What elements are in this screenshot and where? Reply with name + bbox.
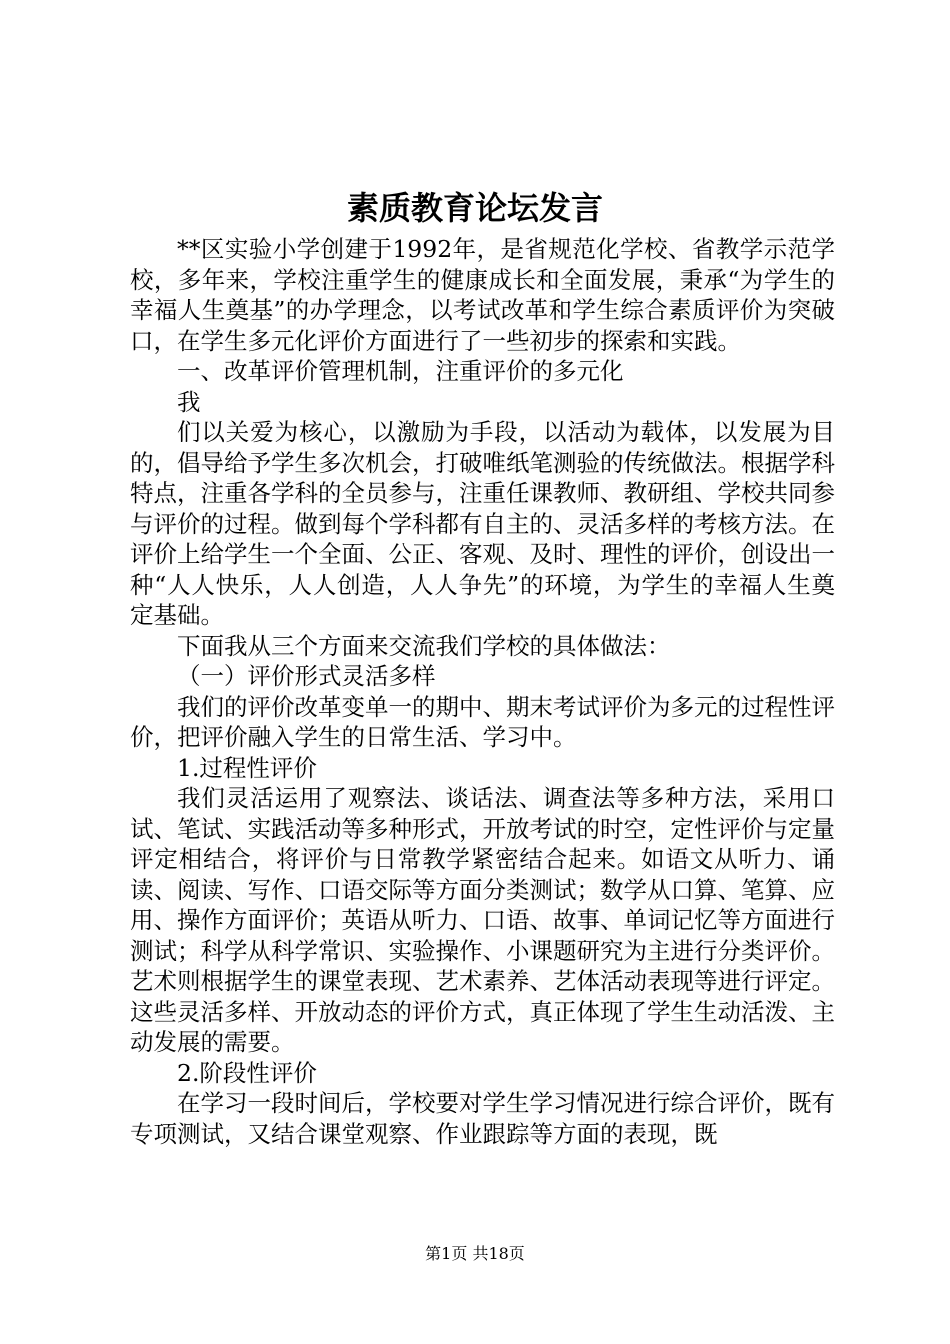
paragraph: **区实验小学创建于1992年，是省规范化学校、省教学示范学校，多年来，学校注重学生的健康成长和全面发展，秉承“为学生的幸福人生奠基”的办学理念，以考试改革和学生综合素质评价为突破口，在学生多元化评价方面进行了一些初步的探索和实践。 — [130, 235, 835, 355]
subsection-heading: 2.阶段性评价 — [177, 1058, 317, 1087]
page-title: 素质教育论坛发言 — [346, 189, 603, 227]
paragraph: 我 — [177, 387, 201, 416]
document-body — [130, 234, 835, 1149]
paragraph: 我们灵活运用了观察法、谈话法、调查法等多种方法，采用口试、笔试、实践活动等多种形式，开放考试的时空，定性评价与定量评定相结合，将评价与日常教学紧密结合起来。如语文从听力、诵读、阅读、写作、口语交际等方面分类测试；数学从口算、笔算、应用、操作方面评价；英语从听力、口语、故事、单词记忆等方面进行测试；科学从科学常识、实验操作、小课题研究为主进行分类评价。艺术则根据学生的课堂表现、艺术素养、艺体活动表现等进行评定。这些灵活多样、开放动态的评价方式，真正体现了学生生动活泼、主动发展的需要。 — [130, 784, 835, 1056]
paragraph: 下面我从三个方面来交流我们学校的具体做法： — [177, 631, 671, 660]
paragraph: 我们的评价改革变单一的期中、期末考试评价为多元的过程性评价，把评价融入学生的日常生活、学习中。 — [130, 692, 835, 751]
subsection-heading: 1.过程性评价 — [177, 753, 317, 782]
subsection-heading: （一）评价形式灵活多样 — [177, 662, 436, 690]
paragraph: 们以关爱为核心，以激励为手段，以活动为载体，以发展为目的，倡导给予学生多次机会，打破唯纸笔测验的传统做法。根据学科特点，注重各学科的全员参与，注重任课教师、教研组、学校共同参与评价的过程。做到每个学科都有自主的、灵活多样的考核方法。在评价上给学生一个全面、公正、客观、及时、理性的评价，创设出一种“人人快乐，人人创造，人人争先”的环境，为学生的幸福人生奠定基础。 — [130, 418, 835, 629]
paragraph: 在学习一段时间后，学校要对学生学习情况进行综合评价，既有专项测试，又结合课堂观察、作业跟踪等方面的表现，既 — [130, 1089, 835, 1148]
page-footer: 第1页 共18页 — [425, 1244, 525, 1263]
section-heading: 一、改革评价管理机制，注重评价的多元化 — [177, 357, 624, 385]
